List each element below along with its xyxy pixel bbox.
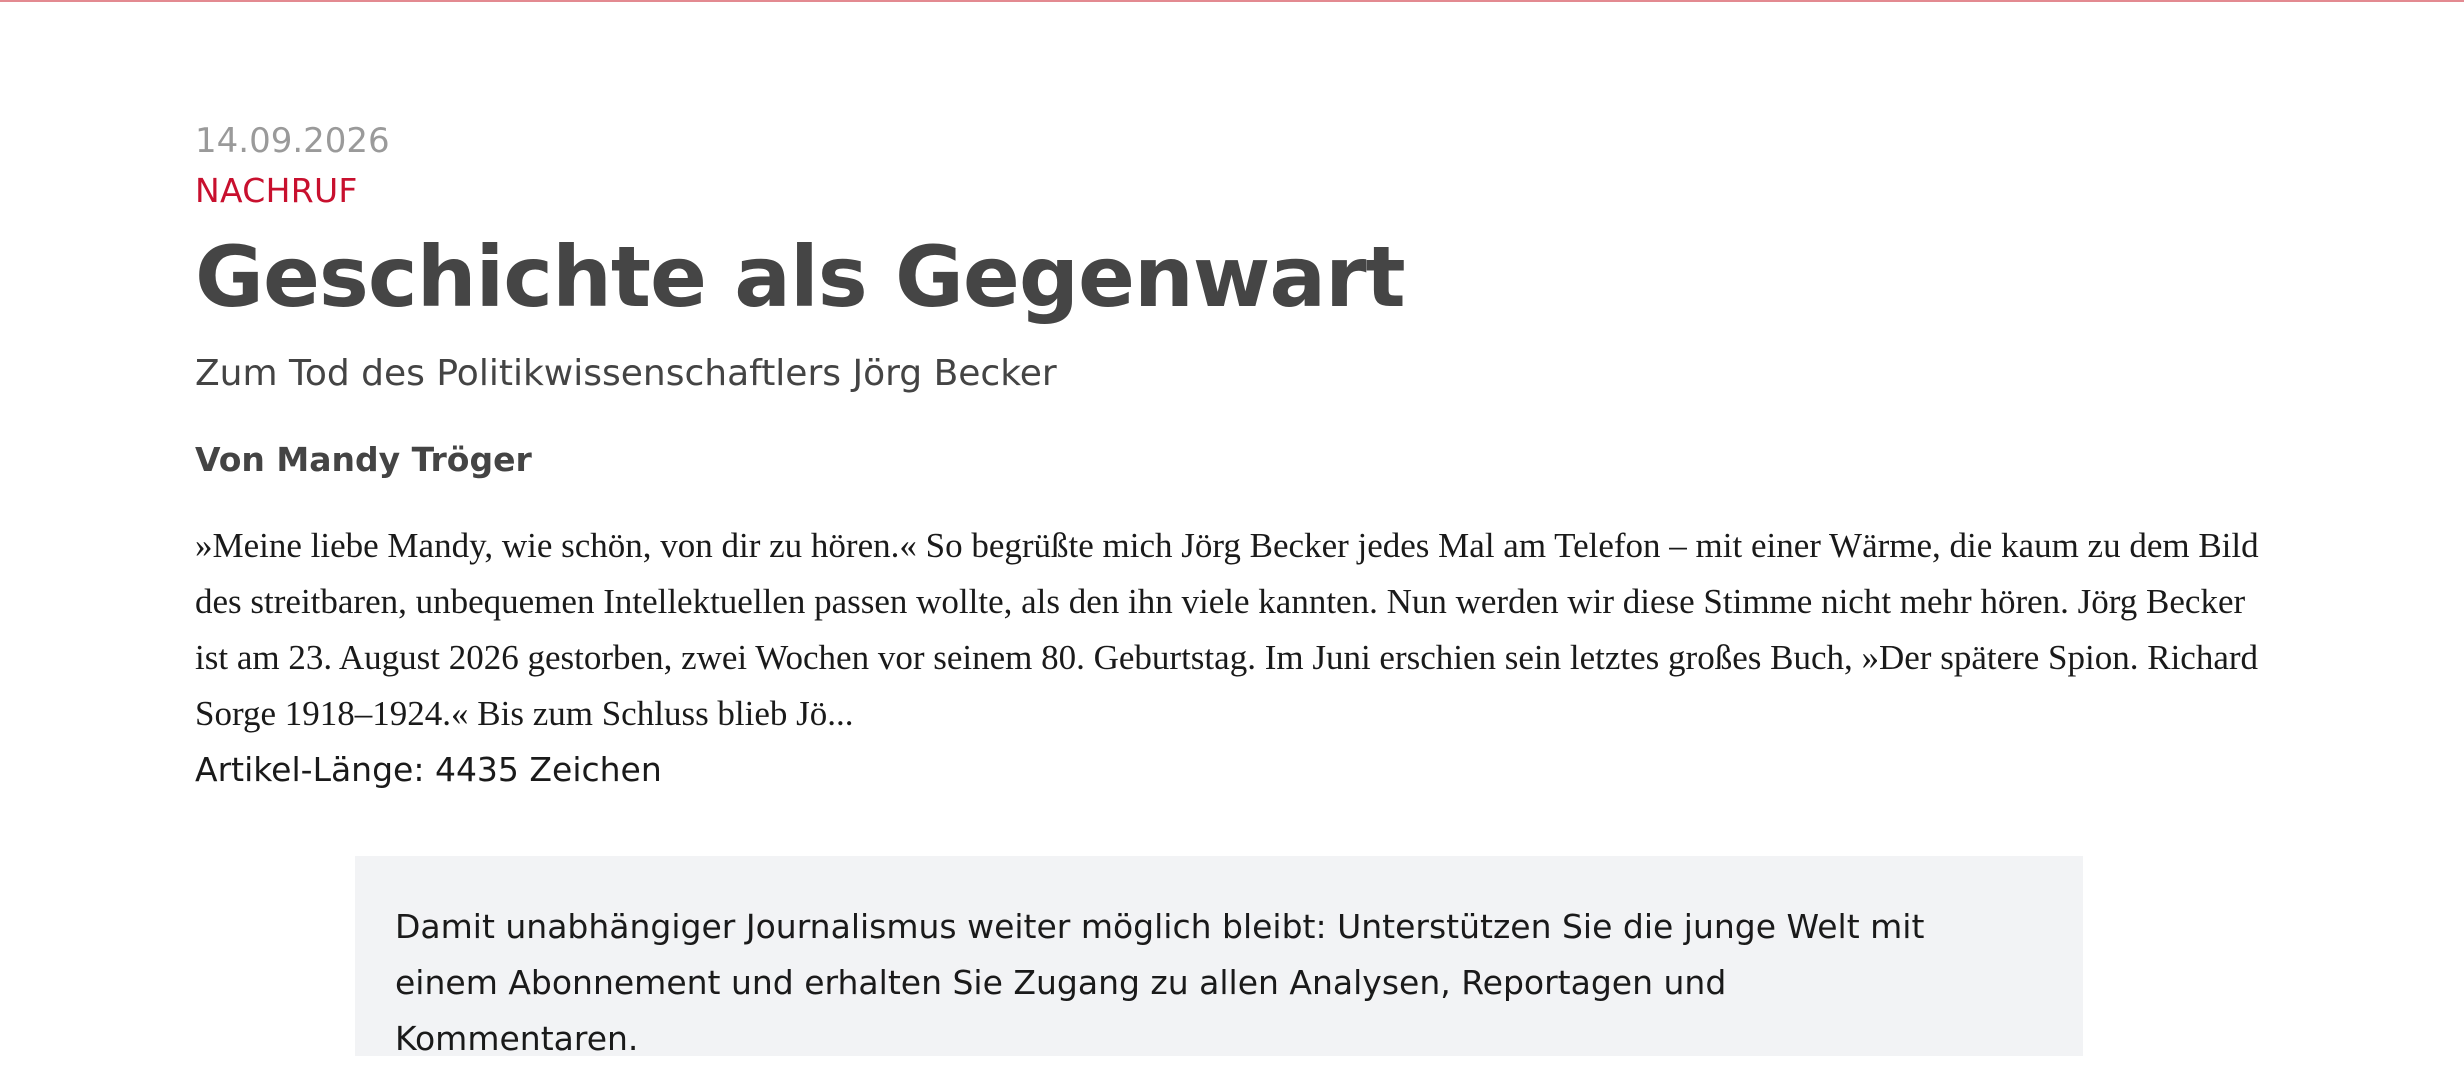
article-teaser: »Meine liebe Mandy, wie schön, von dir zu hören.« So begrüßte mich Jörg Becker jedes Mal am Telefon – mit einer Wärme, die kaum zu dem Bild des streitbaren, unbequemen Intellektuellen passen wollte, als den ihn viele kannten. Nun werden wir diese Stimme nicht mehr hören. Jörg Becker ist am 23. August 2026 gestorben, zwei Wochen vor seinem 80. Geburtstag. Im Juni erschien sein letztes großes Buch, »Der spätere Spion. Richard Sorge 1918–1924.« Bis zum Schluss blieb Jö... <box>195 526 2259 733</box>
article-headline: Geschichte als Gegenwart <box>195 228 1405 326</box>
article <box>195 116 2275 798</box>
article-kicker[interactable]: NACHRUF <box>195 171 358 210</box>
article-subtitle: Zum Tod des Politikwissenschaftlers Jörg Becker <box>195 353 1057 394</box>
article-length: Artikel-Länge: 4435 Zeichen <box>195 750 662 789</box>
article-author: Von Mandy Tröger <box>195 440 532 479</box>
article-date: 14.09.2026 <box>195 121 390 161</box>
subscription-text: Damit unabhängiger Journalismus weiter möglich bleibt: Unterstützen Sie die junge Welt mit einem Abonnement und erhalten Sie Zugang zu allen Analysen, Reportagen und Kommentaren. <box>395 907 1925 1058</box>
top-accent-line <box>0 0 2464 2</box>
subscription-box <box>355 856 2083 1056</box>
